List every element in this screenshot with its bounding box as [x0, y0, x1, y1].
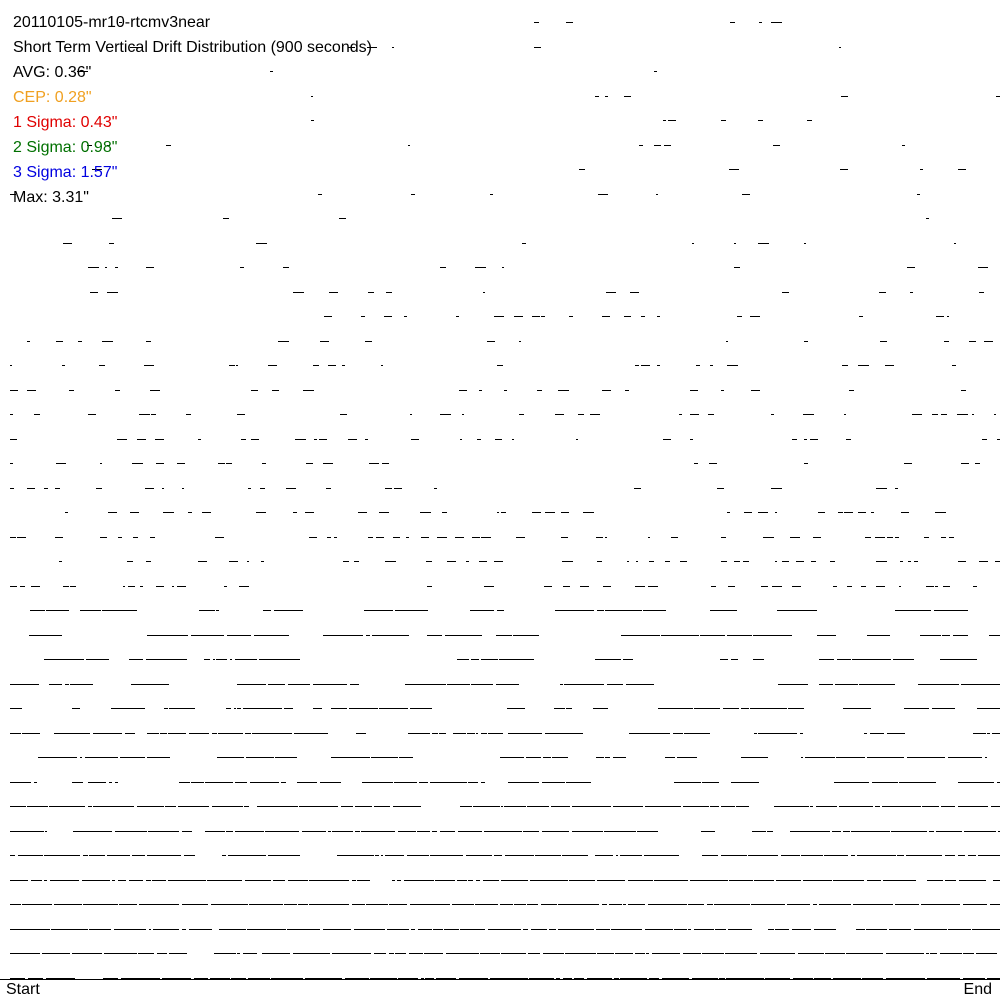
- stat-3-sigma: 3 Sigma: 1.57": [13, 164, 118, 181]
- stat-cep: CEP: 0.28": [13, 89, 92, 106]
- x-end-label: End: [963, 981, 992, 998]
- x-start-label: Start: [6, 981, 40, 998]
- chart-subtitle: Short Term Vertical Drift Distribution (900 seconds): [13, 39, 372, 56]
- stat-max: Max: 3.31": [13, 189, 89, 206]
- stat-1-sigma: 1 Sigma: 0.43": [13, 114, 118, 131]
- chart-title: 20110105-mr10-rtcmv3near: [13, 14, 211, 31]
- stat-avg: AVG: 0.36": [13, 64, 92, 81]
- legend: [13, 10, 372, 210]
- stat-2-sigma: 2 Sigma: 0.98": [13, 139, 118, 156]
